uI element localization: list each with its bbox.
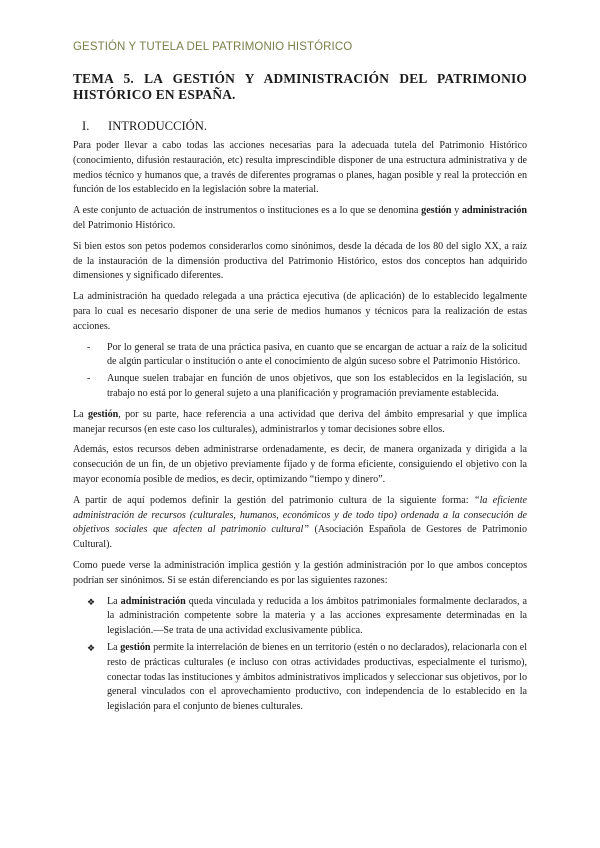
text-run: La <box>107 595 121 607</box>
bold-term-gestion: gestión <box>120 641 151 653</box>
text-run: A partir de aquí podemos definir la gestión del patrimonio cultura de la siguiente forma: <box>73 494 474 506</box>
section-number: I. <box>82 119 90 133</box>
paragraph-2 <box>73 204 527 234</box>
paragraph-3: Si bien estos son petos podemos considerarlos como sinónimos, desde la década de los 80 del siglo XX, a raíz de la instauración de la dimensión productiva del Patrimonio Histórico, estos dos conceptos han adquirido dimensiones y significado diferentes. <box>73 240 527 282</box>
text-run: (Asociación Española de Gestores de Patrimonio Cultural). <box>73 524 527 551</box>
bold-term-gestion: gestión <box>87 408 119 420</box>
diamond-bullet-icon: ❖ <box>87 642 96 653</box>
dash-marker: - <box>87 373 91 385</box>
list-item <box>73 641 527 715</box>
bold-term-administracion: administración <box>120 595 186 607</box>
definition-quote: “la eficiente administración de recursos (culturales, humanos, económicos y de todo tipo) ordenada a la consecución de objetivos sociales que afecten al patrimonio cultural” <box>73 494 527 536</box>
text-run: La <box>73 408 88 420</box>
list-item <box>73 372 527 402</box>
text-run: La <box>107 641 121 653</box>
paragraph-1: Para poder llevar a cabo todas las acciones necesarias para la adecuada tutela del Patrimonio Histórico (conocimiento, difusión restauración, etc) resulta imprescindible disponer de una estructura administrativa y de medios técnico y humanos que, a través de diferentes programas o planes, hagan posible y real la protección en función de los establecido en la legislación sobre la material. <box>73 140 527 196</box>
list-item-text: Aunque suelen trabajar en función de unos objetivos, que son los establecidos en la legislación, su trabajo no está por lo general sujeto a una planificación y programación previamente establecida. <box>107 373 527 399</box>
list-item <box>73 341 527 371</box>
text-run: A este conjunto de actuación de instrumentos o instituciones es a lo que se denomina <box>73 205 422 217</box>
text-run: y <box>451 205 462 217</box>
paragraph-5 <box>73 408 527 438</box>
diamond-bullet-icon: ❖ <box>87 596 96 607</box>
bold-term-administracion: administración <box>461 205 528 217</box>
running-header: GESTIÓN Y TUTELA DEL PATRIMONIO HISTÓRICO <box>73 41 353 53</box>
diamond-list <box>73 595 527 715</box>
list-item <box>73 595 527 639</box>
dash-marker: - <box>87 341 91 353</box>
section-title: INTRODUCCIÓN. <box>108 119 207 133</box>
chapter-title: TEMA 5. LA GESTIÓN Y ADMINISTRACIÓN DEL PATRIMONIO HISTÓRICO EN ESPAÑA. <box>73 71 527 102</box>
body-text <box>73 139 527 721</box>
bold-term-gestion: gestión <box>421 205 452 217</box>
dash-list <box>73 341 527 402</box>
section-heading <box>82 119 207 134</box>
text-run: queda vinculada y reducida a los ámbitos patrimoniales formalmente declarados, a la administración competente sobre la materia y a las acciones expresamente determinadas en la legislación.—Se trata de una actividad exclusivamente pública. <box>107 595 527 637</box>
list-item-text: Por lo general se trata de una práctica pasiva, en cuanto que se encargan de actuar a raíz de la solicitud de algún particular o institución o ante el conocimiento de algún suceso sobre el Patrimonio Histórico. <box>107 341 527 368</box>
paragraph-4: La administración ha quedado relegada a una práctica ejecutiva (de aplicación) de lo establecido legalmente para lo cual es necesario disponer de una serie de medios humanos y técnicos para la realización de estas acciones. <box>73 291 527 332</box>
paragraph-7 <box>73 494 527 553</box>
text-run: permite la interrelación de bienes en un territorio (estén o no declarados), relacionarla con el resto de prácticas culturales (e incluso con otras actividades productivas, especialmente el turismo), conectar todas las instituciones y ámbitos administrativos implicados y seleccionar sus objetivos, por lo general vinculados con el aprovechamiento productivo, con independencia de lo establecido en la legislación para el conjunto de bienes culturales. <box>107 641 527 713</box>
paragraph-6: Además, estos recursos deben administrarse ordenadamente, es decir, de manera organizada y dirigida a la consecución de un fin, de un objetivo previamente fijado y de forma eficiente, consiguiendo el objetivo con la mayor economía posible de medios, es decir, optimizando “tiempo y dinero”. <box>73 444 527 485</box>
paragraph-8: Como puede verse la administración implica gestión y la gestión administración por lo que ambos conceptos podrían ser sinónimos. Si se están diferenciando es por las siguientes razones: <box>73 559 527 586</box>
text-run: del Patrimonio Histórico. <box>73 219 176 231</box>
text-run: , por su parte, hace referencia a una actividad que deriva del ámbito empresarial y que implica manejar recursos (en este caso los culturales), administrarlos y tomar decisiones sobre ellos. <box>73 408 527 435</box>
